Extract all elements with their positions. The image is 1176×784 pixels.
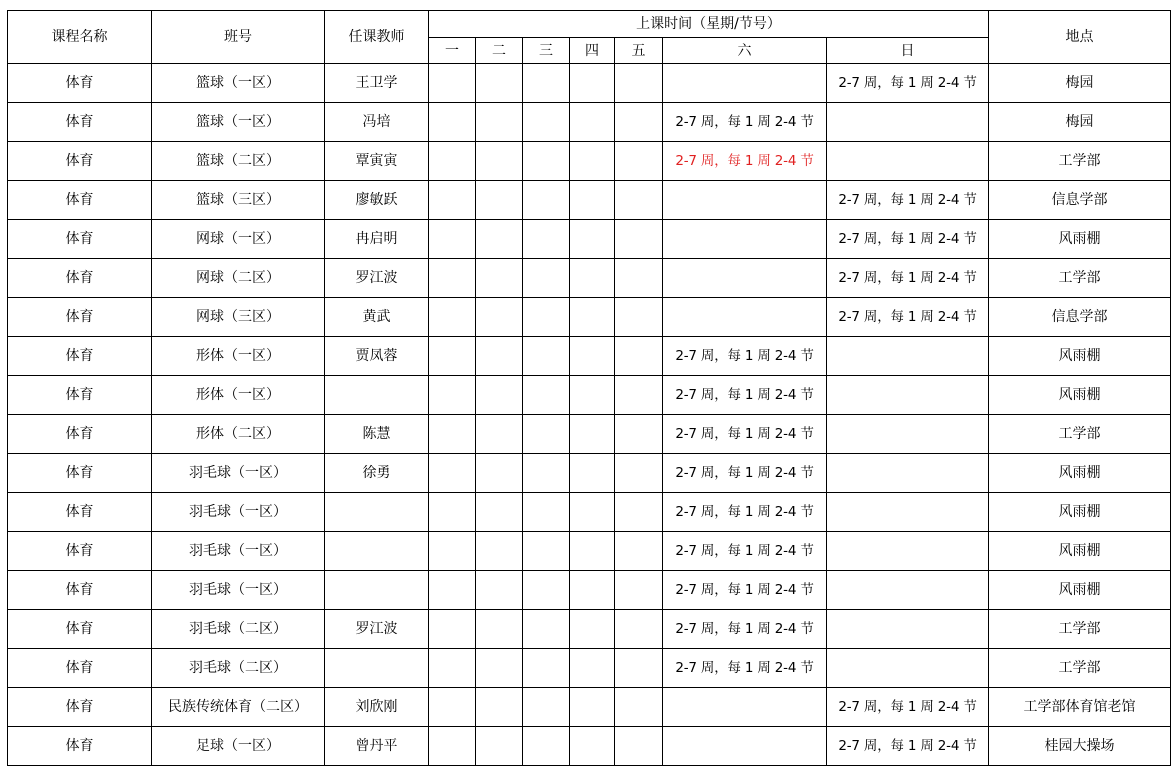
tue-cell (476, 181, 523, 220)
teacher-cell: 覃寅寅 (325, 142, 429, 181)
mon-cell (429, 298, 476, 337)
class-cell: 羽毛球（一区） (152, 532, 325, 571)
course-cell: 体育 (8, 376, 152, 415)
table-row (8, 688, 1171, 727)
wed-cell (523, 571, 570, 610)
course-cell: 体育 (8, 571, 152, 610)
class-cell: 网球（一区） (152, 220, 325, 259)
sat-cell (663, 220, 827, 259)
fri-cell (615, 142, 663, 181)
tue-cell (476, 103, 523, 142)
thu-cell (570, 103, 615, 142)
teacher-cell: 冉启明 (325, 220, 429, 259)
table-row (8, 727, 1171, 766)
fri-cell (615, 532, 663, 571)
mon-cell (429, 259, 476, 298)
class-cell: 羽毛球（一区） (152, 493, 325, 532)
sun-cell (827, 337, 989, 376)
sat-cell (663, 181, 827, 220)
sun-cell (827, 532, 989, 571)
tue-cell (476, 532, 523, 571)
course-cell: 体育 (8, 298, 152, 337)
course-cell: 体育 (8, 142, 152, 181)
course-cell: 体育 (8, 220, 152, 259)
fri-cell (615, 454, 663, 493)
table-row (8, 259, 1171, 298)
thu-cell (570, 220, 615, 259)
wed-cell (523, 493, 570, 532)
wed-cell (523, 103, 570, 142)
fri-cell (615, 571, 663, 610)
mon-cell (429, 610, 476, 649)
teacher-cell: 罗江波 (325, 610, 429, 649)
header-day-wed: 三 (523, 38, 570, 64)
location-cell: 风雨棚 (989, 571, 1171, 610)
teacher-cell (325, 649, 429, 688)
mon-cell (429, 727, 476, 766)
course-cell: 体育 (8, 337, 152, 376)
location-cell: 工学部 (989, 649, 1171, 688)
mon-cell (429, 376, 476, 415)
sat-cell: 2-7 周，每 1 周 2-4 节 (663, 532, 827, 571)
sun-cell (827, 493, 989, 532)
sat-cell (663, 259, 827, 298)
wed-cell (523, 337, 570, 376)
header-class-no: 班号 (152, 11, 325, 64)
fri-cell (615, 103, 663, 142)
sun-cell (827, 610, 989, 649)
sat-cell: 2-7 周，每 1 周 2-4 节 (663, 454, 827, 493)
table-row (8, 415, 1171, 454)
mon-cell (429, 532, 476, 571)
mon-cell (429, 103, 476, 142)
sun-cell (827, 415, 989, 454)
table-row (8, 649, 1171, 688)
wed-cell (523, 64, 570, 103)
table-row (8, 571, 1171, 610)
sun-cell: 2-7 周，每 1 周 2-4 节 (827, 181, 989, 220)
tue-cell (476, 727, 523, 766)
schedule-table (7, 10, 1171, 766)
tue-cell (476, 649, 523, 688)
tue-cell (476, 220, 523, 259)
sat-cell: 2-7 周，每 1 周 2-4 节 (663, 649, 827, 688)
thu-cell (570, 337, 615, 376)
mon-cell (429, 337, 476, 376)
tue-cell (476, 610, 523, 649)
class-cell: 羽毛球（一区） (152, 454, 325, 493)
tue-cell (476, 376, 523, 415)
fri-cell (615, 337, 663, 376)
mon-cell (429, 181, 476, 220)
teacher-cell (325, 532, 429, 571)
thu-cell (570, 142, 615, 181)
sat-cell (663, 727, 827, 766)
sat-cell: 2-7 周，每 1 周 2-4 节 (663, 376, 827, 415)
teacher-cell: 王卫学 (325, 64, 429, 103)
thu-cell (570, 376, 615, 415)
location-cell: 工学部 (989, 610, 1171, 649)
teacher-cell: 曾丹平 (325, 727, 429, 766)
class-cell: 羽毛球（一区） (152, 571, 325, 610)
header-teacher: 任课教师 (325, 11, 429, 64)
tue-cell (476, 454, 523, 493)
wed-cell (523, 610, 570, 649)
class-cell: 网球（三区） (152, 298, 325, 337)
teacher-cell: 陈慧 (325, 415, 429, 454)
class-cell: 民族传统体育（二区） (152, 688, 325, 727)
tue-cell (476, 298, 523, 337)
location-cell: 桂园大操场 (989, 727, 1171, 766)
mon-cell (429, 64, 476, 103)
sat-cell (663, 64, 827, 103)
class-cell: 形体（一区） (152, 376, 325, 415)
header-row (8, 11, 1171, 38)
location-cell: 梅园 (989, 64, 1171, 103)
header-day-sun: 日 (827, 38, 989, 64)
table-row (8, 142, 1171, 181)
mon-cell (429, 454, 476, 493)
wed-cell (523, 142, 570, 181)
course-cell: 体育 (8, 181, 152, 220)
class-cell: 篮球（一区） (152, 64, 325, 103)
course-cell: 体育 (8, 688, 152, 727)
location-cell: 工学部体育馆老馆 (989, 688, 1171, 727)
table-row (8, 454, 1171, 493)
header-location: 地点 (989, 11, 1171, 64)
location-cell: 工学部 (989, 259, 1171, 298)
table-row (8, 298, 1171, 337)
wed-cell (523, 220, 570, 259)
teacher-cell: 冯培 (325, 103, 429, 142)
mon-cell (429, 415, 476, 454)
teacher-cell: 罗江波 (325, 259, 429, 298)
wed-cell (523, 298, 570, 337)
table-row (8, 532, 1171, 571)
tue-cell (476, 259, 523, 298)
class-cell: 形体（二区） (152, 415, 325, 454)
fri-cell (615, 298, 663, 337)
course-cell: 体育 (8, 259, 152, 298)
fri-cell (615, 220, 663, 259)
thu-cell (570, 259, 615, 298)
sat-cell: 2-7 周，每 1 周 2-4 节 (663, 415, 827, 454)
course-cell: 体育 (8, 415, 152, 454)
thu-cell (570, 610, 615, 649)
table-row (8, 181, 1171, 220)
thu-cell (570, 415, 615, 454)
thu-cell (570, 493, 615, 532)
sun-cell: 2-7 周，每 1 周 2-4 节 (827, 727, 989, 766)
sun-cell (827, 142, 989, 181)
table-row (8, 337, 1171, 376)
tue-cell (476, 688, 523, 727)
sun-cell: 2-7 周，每 1 周 2-4 节 (827, 688, 989, 727)
thu-cell (570, 181, 615, 220)
fri-cell (615, 64, 663, 103)
class-cell: 篮球（三区） (152, 181, 325, 220)
header-day-sat: 六 (663, 38, 827, 64)
sat-cell (663, 298, 827, 337)
teacher-cell: 廖敏跃 (325, 181, 429, 220)
wed-cell (523, 259, 570, 298)
location-cell: 风雨棚 (989, 532, 1171, 571)
teacher-cell: 刘欣刚 (325, 688, 429, 727)
location-cell: 信息学部 (989, 298, 1171, 337)
header-class-time: 上课时间（星期/节号） (429, 11, 989, 38)
fri-cell (615, 493, 663, 532)
header-day-mon: 一 (429, 38, 476, 64)
thu-cell (570, 688, 615, 727)
sun-cell: 2-7 周，每 1 周 2-4 节 (827, 298, 989, 337)
wed-cell (523, 454, 570, 493)
sun-cell (827, 376, 989, 415)
header-day-thu: 四 (570, 38, 615, 64)
sun-cell (827, 103, 989, 142)
sun-cell (827, 454, 989, 493)
sun-cell (827, 571, 989, 610)
tue-cell (476, 571, 523, 610)
fri-cell (615, 376, 663, 415)
table-row (8, 610, 1171, 649)
teacher-cell: 黄武 (325, 298, 429, 337)
fri-cell (615, 610, 663, 649)
wed-cell (523, 415, 570, 454)
thu-cell (570, 298, 615, 337)
location-cell: 风雨棚 (989, 493, 1171, 532)
tue-cell (476, 337, 523, 376)
location-cell: 梅园 (989, 103, 1171, 142)
class-cell: 篮球（二区） (152, 142, 325, 181)
teacher-cell (325, 571, 429, 610)
wed-cell (523, 649, 570, 688)
sun-cell: 2-7 周，每 1 周 2-4 节 (827, 220, 989, 259)
location-cell: 风雨棚 (989, 337, 1171, 376)
tue-cell (476, 493, 523, 532)
location-cell: 风雨棚 (989, 454, 1171, 493)
location-cell: 风雨棚 (989, 376, 1171, 415)
wed-cell (523, 376, 570, 415)
sun-cell: 2-7 周，每 1 周 2-4 节 (827, 259, 989, 298)
mon-cell (429, 688, 476, 727)
course-cell: 体育 (8, 103, 152, 142)
wed-cell (523, 181, 570, 220)
sat-cell: 2-7 周，每 1 周 2-4 节 (663, 337, 827, 376)
location-cell: 风雨棚 (989, 220, 1171, 259)
fri-cell (615, 688, 663, 727)
tue-cell (476, 142, 523, 181)
header-day-fri: 五 (615, 38, 663, 64)
class-cell: 足球（一区） (152, 727, 325, 766)
table-row (8, 376, 1171, 415)
schedule-body (8, 64, 1171, 766)
teacher-cell (325, 493, 429, 532)
class-cell: 网球（二区） (152, 259, 325, 298)
class-cell: 形体（一区） (152, 337, 325, 376)
sat-cell: 2-7 周，每 1 周 2-4 节 (663, 493, 827, 532)
thu-cell (570, 727, 615, 766)
tue-cell (476, 64, 523, 103)
fri-cell (615, 181, 663, 220)
teacher-cell: 贾凤蓉 (325, 337, 429, 376)
sat-cell: 2-7 周，每 1 周 2-4 节 (663, 571, 827, 610)
teacher-cell: 徐勇 (325, 454, 429, 493)
fri-cell (615, 259, 663, 298)
sat-cell: 2-7 周，每 1 周 2-4 节 (663, 610, 827, 649)
sun-cell (827, 649, 989, 688)
thu-cell (570, 64, 615, 103)
location-cell: 工学部 (989, 415, 1171, 454)
wed-cell (523, 532, 570, 571)
wed-cell (523, 688, 570, 727)
thu-cell (570, 454, 615, 493)
mon-cell (429, 220, 476, 259)
header-day-tue: 二 (476, 38, 523, 64)
fri-cell (615, 649, 663, 688)
course-cell: 体育 (8, 727, 152, 766)
class-cell: 篮球（一区） (152, 103, 325, 142)
course-cell: 体育 (8, 493, 152, 532)
mon-cell (429, 649, 476, 688)
table-row (8, 64, 1171, 103)
thu-cell (570, 532, 615, 571)
class-cell: 羽毛球（二区） (152, 649, 325, 688)
wed-cell (523, 727, 570, 766)
table-row (8, 493, 1171, 532)
thu-cell (570, 649, 615, 688)
mon-cell (429, 493, 476, 532)
course-cell: 体育 (8, 610, 152, 649)
tue-cell (476, 415, 523, 454)
sat-cell: 2-7 周，每 1 周 2-4 节 (663, 142, 827, 181)
mon-cell (429, 571, 476, 610)
mon-cell (429, 142, 476, 181)
header-course-name: 课程名称 (8, 11, 152, 64)
course-cell: 体育 (8, 454, 152, 493)
sun-cell: 2-7 周，每 1 周 2-4 节 (827, 64, 989, 103)
sat-cell: 2-7 周，每 1 周 2-4 节 (663, 103, 827, 142)
fri-cell (615, 727, 663, 766)
course-cell: 体育 (8, 532, 152, 571)
location-cell: 工学部 (989, 142, 1171, 181)
class-cell: 羽毛球（二区） (152, 610, 325, 649)
fri-cell (615, 415, 663, 454)
thu-cell (570, 571, 615, 610)
table-row (8, 103, 1171, 142)
teacher-cell (325, 376, 429, 415)
location-cell: 信息学部 (989, 181, 1171, 220)
course-cell: 体育 (8, 64, 152, 103)
course-cell: 体育 (8, 649, 152, 688)
table-row (8, 220, 1171, 259)
sat-cell (663, 688, 827, 727)
